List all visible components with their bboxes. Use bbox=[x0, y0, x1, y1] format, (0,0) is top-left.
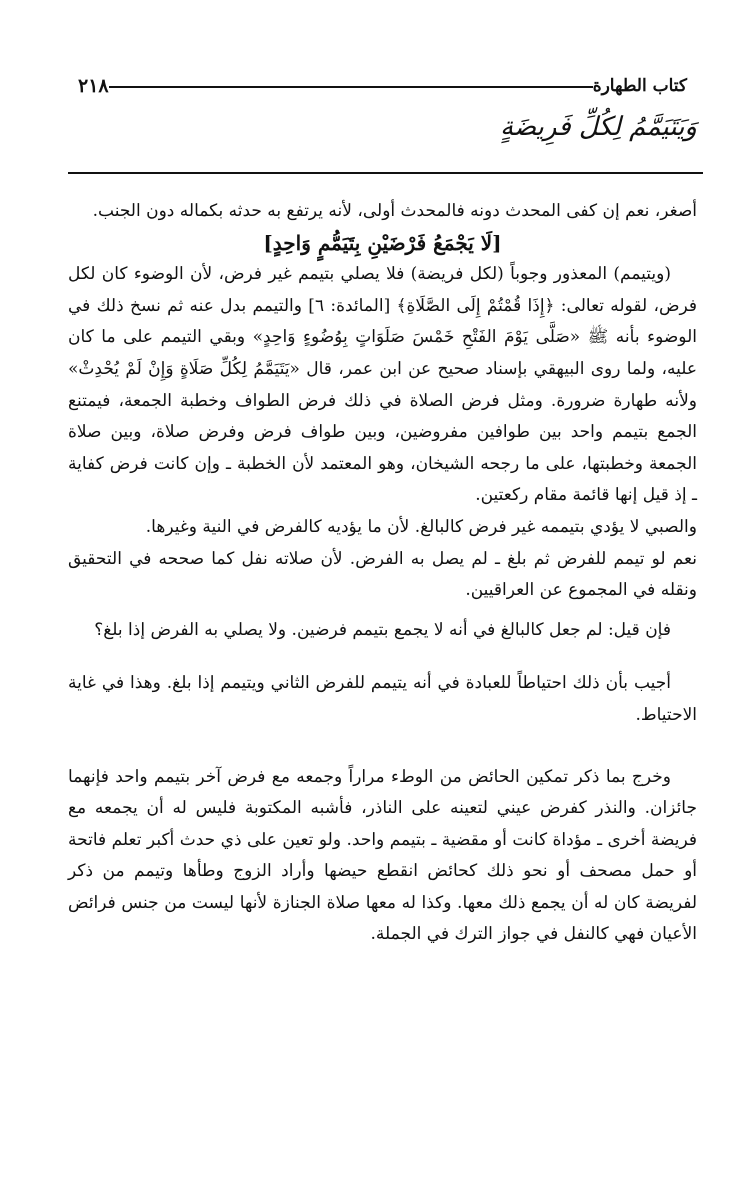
paragraph-2: (ويتيمم) المعذور وجوباً (لكل فريضة) فلا يصلي بتيمم غير فرض، لأن الوضوء كان لكل فرض، لقوله تعالى: ﴿إِذَا قُمْتُمْ إِلَى الصَّلَاةِ﴾ [المائدة: ٦] والتيمم بدل عنه ثم نسخ ذلك في الوضوء بأنه ﷺ «صَلَّى يَوْمَ الفَتْحِ خَمْسَ صَلَوَاتٍ بِوُضُوءٍ وَاحِدٍ» وبقي التيمم على ما كان عليه، ولما روى البيهقي بإسناد صحيح عن ابن عمر، قال «يَتَيَمَّمُ لِكُلِّ صَلَاةٍ وَإِنْ لَمْ يُحْدِثْ» ولأنه طهارة ضرورة. ومثل فرض الصلاة في ذلك فرض الطواف وخطبة الجمعة، فيمتنع الجمع بتيمم واحد بين طوافين مفروضين، وبين طواف فرض وفرض صلاة، وبين صلاة الجمعة وخطبتها، على ما رجحه الشيخان، وهو المعتمد لأن الخطبة ـ وإن كانت فرض كفاية ـ إذ قيل إنها قائمة مقام ركعتين. bbox=[68, 264, 698, 506]
running-header bbox=[68, 70, 697, 102]
paragraph-5: فإن قيل: لم جعل كالبالغ في أنه لا يجمع بتيمم فرضين. ولا يصلي به الفرض إذا بلغ؟ bbox=[94, 619, 671, 640]
paragraph-6: أجيب بأن ذلك احتياطاً للعبادة في أنه يتيمم للفرض الثاني ويتيمم إذا بلغ. وهذا في غاية الاحتياط. bbox=[68, 673, 697, 725]
page-number: ٢١٨ bbox=[78, 75, 109, 97]
paragraph-3: والصبي لا يؤدي بتيممه غير فرض كالبالغ. لأن ما يؤديه كالفرض في النية وغيرها. bbox=[145, 516, 697, 537]
paragraph-7: وخرج بما ذكر تمكين الحائض من الوطء مراراً وجمعه مع فرض آخر بتيمم واحد فإنهما جائزان. والنذر كفرض عيني لتعينه على الناذر، فأشبه المكتوبة فليس له أن يجمعه مع فريضة أخرى ـ مؤداة كانت أو مقضية ـ بتيمم واحد. ولو تعين على ذي حدث أكبر تعلم فاتحة أو حمل مصحف أو نحو ذلك كحائض انقطع حيضها وأراد الزوج وطأها وتيمم من ذكر لفريضة كان له أن يجمع ذلك معها. وكذا له معها صلاة الجنازة لأنها ليست من جنس فرائض الأعيان فهي كالنفل في جواز الترك في الجملة. bbox=[68, 766, 697, 945]
section-title: [لَا يَجْمَعُ فَرْضَيْنِ بِتَيَمُّمٍ وَاحِدٍ] bbox=[263, 230, 502, 255]
section-divider bbox=[68, 172, 703, 174]
paragraph-4: نعم لو تيمم للفرض ثم بلغ ـ لم يصل به الفرض. لأن صلاته نفل كما صححه في التحقيق ونقله في المجموع عن العراقيين. bbox=[68, 548, 697, 601]
verse-heading: وَيَتَيَمَّمُ لِكُلِّ فَرِيضَةٍ bbox=[500, 112, 697, 142]
header-rule bbox=[109, 86, 593, 88]
book-title: كتاب الطهارة bbox=[592, 76, 687, 96]
body-text bbox=[68, 196, 697, 951]
paragraph-1: أصغر، نعم إن كفى المحدث دونه فالمحدث أولى، لأنه يرتفع به حدثه بكماله دون الجنب. bbox=[92, 201, 697, 221]
